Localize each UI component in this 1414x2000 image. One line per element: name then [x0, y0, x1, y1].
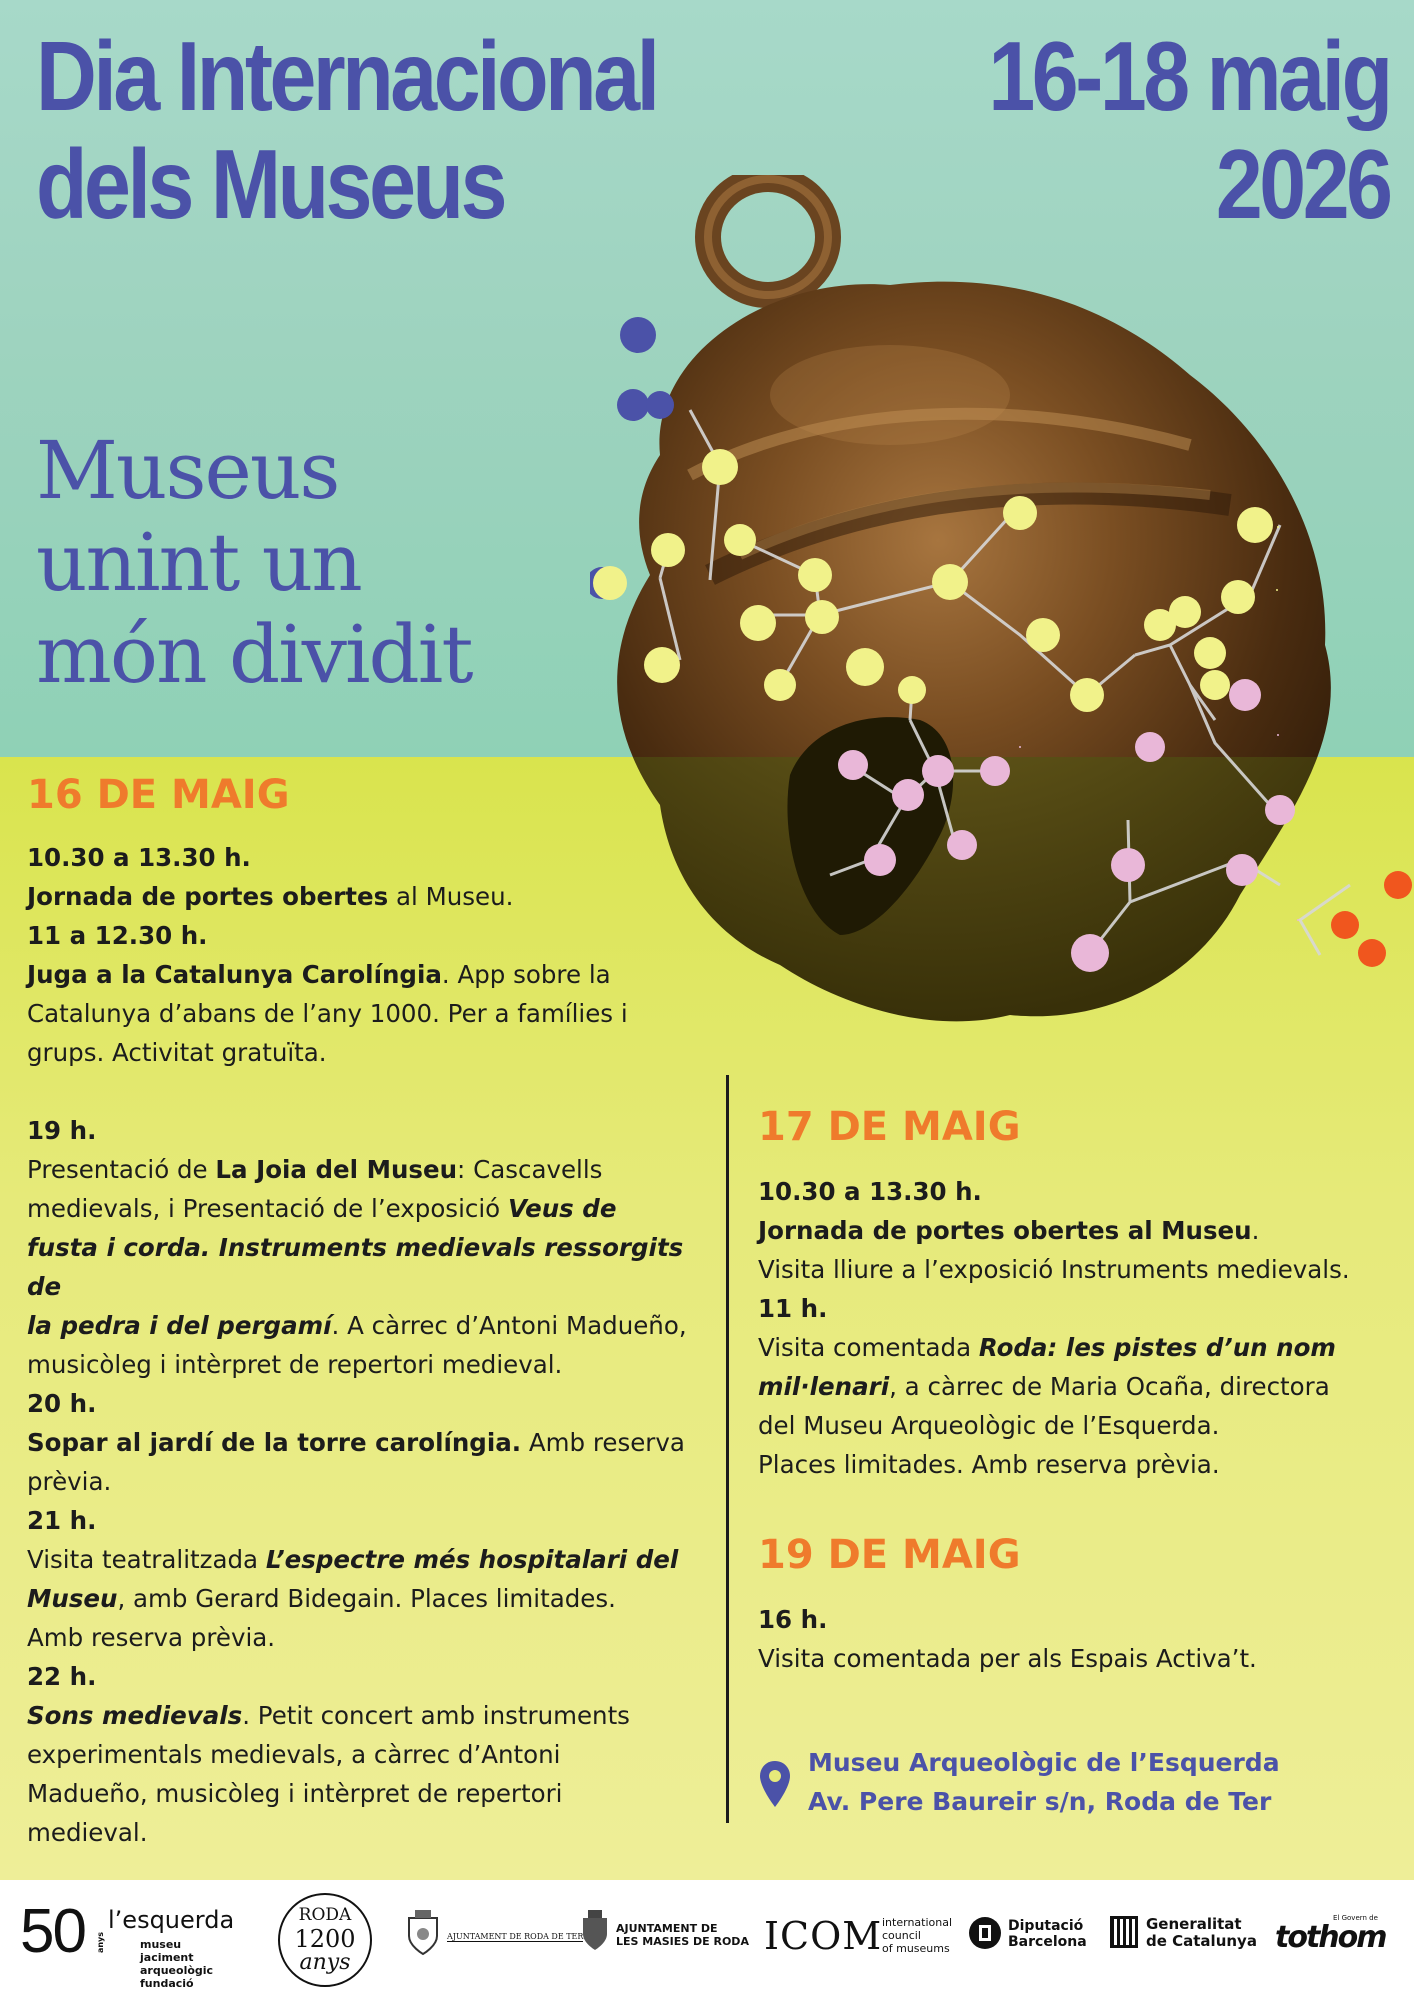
event-desc: Sopar al jardí de la torre carolíngia. Amb reserva — [27, 1428, 685, 1457]
event-desc: Juga a la Catalunya Carolíngia. App sobre la — [27, 960, 611, 989]
diputacio-emblem-icon — [968, 1916, 1002, 1950]
museum-location — [758, 1743, 1318, 1823]
event-desc-line: prèvia. — [27, 1467, 112, 1496]
event-desc-line: mil·lenari, a càrrec de Maria Ocaña, directora — [758, 1372, 1330, 1401]
event-desc-line: medievals, i Presentació de l’exposició Veus de — [27, 1194, 617, 1223]
event-desc-line: Amb reserva prèvia. — [27, 1623, 276, 1652]
day-16-heading: 16 DE MAIG — [27, 772, 290, 818]
coat-of-arms-icon — [405, 1910, 441, 1956]
event-time: 10.30 a 13.30 h. — [27, 843, 251, 872]
event-time: 11 a 12.30 h. — [27, 921, 208, 950]
event-desc: Visita teatralitzada L’espectre més hospitalari del — [27, 1545, 679, 1574]
coat-of-arms-icon — [580, 1910, 610, 1952]
event-desc: Jornada de portes obertes al Museu. — [758, 1216, 1260, 1245]
event-desc-line: Visita lliure a l’exposició Instruments medievals. — [758, 1255, 1350, 1284]
event-time: 11 h. — [758, 1294, 828, 1323]
day-17-heading: 17 DE MAIG — [758, 1104, 1021, 1150]
day-16-events — [27, 838, 717, 1852]
sponsor-logos — [0, 1880, 1414, 2000]
title-line-2: dels Museus — [36, 129, 505, 239]
event-time: 16 h. — [758, 1605, 828, 1634]
event-desc: Jornada de portes obertes al Museu. — [27, 882, 514, 911]
bell-loop — [708, 179, 828, 295]
column-divider — [726, 1075, 729, 1823]
event-desc-line: experimentals medievals, a càrrec d’Antoni — [27, 1740, 561, 1769]
event-desc-line: Visita comentada per als Espais Activa’t. — [758, 1644, 1257, 1673]
ajuntament-masies-logo: AJUNTAMENT DE LES MASIES DE RODA — [580, 1910, 750, 1970]
event-time: 21 h. — [27, 1506, 97, 1535]
slogan-line-3: món dividit — [36, 608, 472, 701]
event-title — [36, 22, 657, 238]
museum-address: Av. Pere Baureir s/n, Roda de Ter — [808, 1787, 1272, 1816]
event-time: 22 h. — [27, 1662, 97, 1691]
event-desc-line: del Museu Arqueològic de l’Esquerda. — [758, 1411, 1220, 1440]
day-19-events — [758, 1600, 1398, 1678]
event-desc-line: Places limitades. Amb reserva prèvia. — [758, 1450, 1220, 1479]
event-dates — [989, 22, 1390, 238]
museum-name: Museu Arqueològic de l’Esquerda — [808, 1748, 1280, 1777]
event-desc-line: grups. Activitat gratuïta. — [27, 1038, 327, 1067]
title-line-1: Dia Internacional — [36, 21, 657, 131]
event-time: 10.30 a 13.30 h. — [758, 1177, 982, 1206]
slogan — [36, 425, 472, 701]
day-17-events — [758, 1172, 1398, 1484]
diputacio-logo: Diputació Barcelona — [968, 1916, 1098, 1966]
tothom-logo: El Govern de tothom — [1275, 1914, 1386, 1955]
event-desc-line: medieval. — [27, 1818, 148, 1847]
generalitat-logo: Generalitat de Catalunya — [1110, 1916, 1260, 1966]
map-pin-icon — [758, 1759, 792, 1813]
event-desc-line: Catalunya d’abans de l’any 1000. Per a famílies i — [27, 999, 628, 1028]
ajuntament-roda-logo: AJUNTAMENT DE RODA DE TER — [405, 1910, 555, 1970]
event-desc-line: musicòleg i intèrpret de repertori medieval. — [27, 1350, 563, 1379]
generalitat-emblem-icon — [1110, 1916, 1138, 1948]
esquerda-logo: 50 anys l’esquerda museu jaciment arqueològic fundació — [20, 1897, 235, 1990]
roda-1200-logo: RODA 1200 anys — [276, 1890, 374, 1990]
event-desc-line: Madueño, musicòleg i intèrpret de repertori — [27, 1779, 563, 1808]
event-desc: Sons medievals. Petit concert amb instruments — [27, 1701, 630, 1730]
event-desc-line: la pedra i del pergamí. A càrrec d’Antoni Madueño, — [27, 1311, 687, 1340]
date-line-2: 2026 — [1216, 129, 1390, 239]
day-19-heading: 19 DE MAIG — [758, 1532, 1021, 1578]
date-line-1: 16-18 maig — [988, 21, 1390, 131]
icom-logo: ICOM international council of museums — [764, 1914, 953, 1958]
slogan-line-2: unint un — [36, 516, 361, 609]
slogan-line-1: Museus — [36, 424, 339, 517]
event-desc: Visita comentada Roda: les pistes d’un nom — [758, 1333, 1336, 1362]
event-desc-line: fusta i corda. Instruments medievals ressorgits de — [27, 1233, 684, 1301]
event-time: 19 h. — [27, 1116, 97, 1145]
event-desc: Presentació de La Joia del Museu: Cascavells — [27, 1155, 603, 1184]
event-time: 20 h. — [27, 1389, 97, 1418]
event-desc-line: Museu, amb Gerard Bidegain. Places limitades. — [27, 1584, 616, 1613]
